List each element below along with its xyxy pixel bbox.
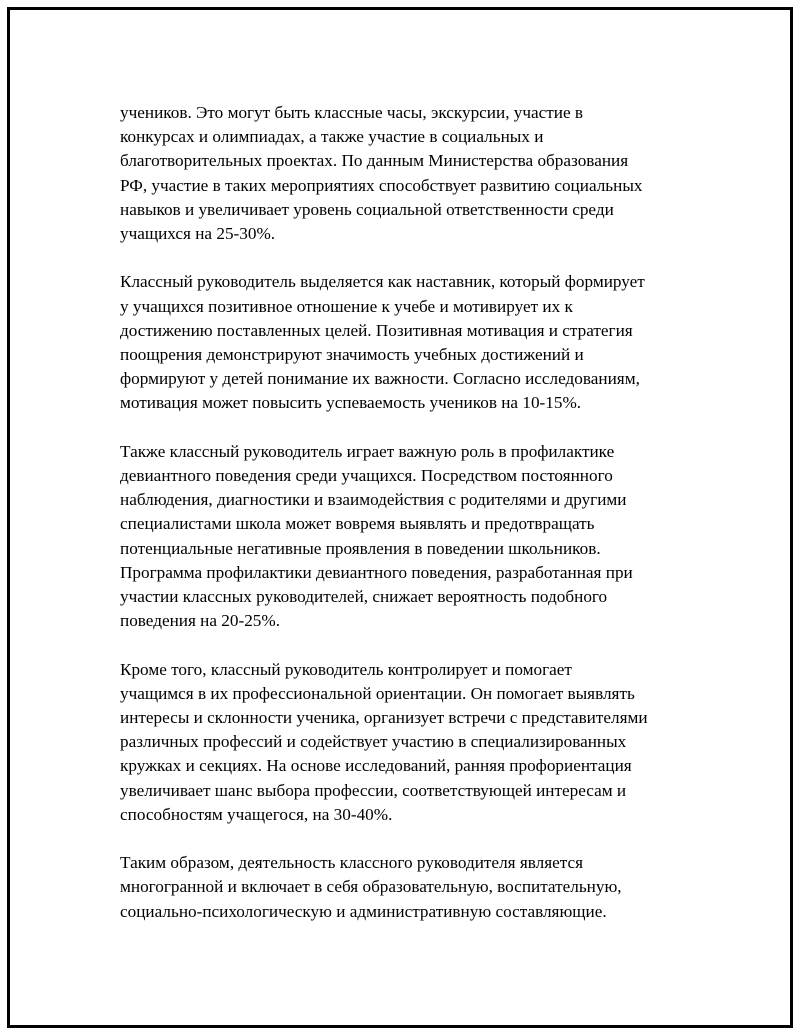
- text-line: достижению поставленных целей. Позитивная мотивация и стратегия: [120, 320, 633, 340]
- text-line: формируют у детей понимание их важности. Согласно исследованиям,: [120, 369, 640, 389]
- text-line: Также классный руководитель играет важную роль в профилактике: [120, 441, 615, 461]
- text-line: учеников. Это могут быть классные часы, экскурсии, участие в: [120, 103, 584, 122]
- paragraph-4: [120, 658, 710, 827]
- text-line: поведения на 20-25%.: [120, 611, 281, 631]
- text-line: навыков и увеличивает уровень социальной ответственности среди: [120, 199, 614, 219]
- text-line: способностям учащегося, на 30-40%.: [120, 804, 393, 824]
- text-line: поощрения демонстрируют значимость учебных достижений и: [120, 345, 584, 365]
- text-line: мотивация может повысить успеваемость учеников на 10-15%.: [120, 393, 582, 413]
- text-line: потенциальные негативные проявления в поведении школьников.: [120, 538, 601, 558]
- text-line: девиантного поведения среди учащихся. Посредством постоянного: [120, 466, 613, 486]
- paragraph-3: [120, 440, 710, 634]
- text-line: социально-психологическую и административную составляющие.: [120, 901, 607, 921]
- text-line: участии классных руководителей, снижает вероятность подобного: [120, 587, 608, 607]
- page-body: [120, 101, 710, 948]
- text-line: Кроме того, классный руководитель контролирует и помогает: [120, 659, 572, 679]
- text-line: учащимся в их профессиональной ориентации. Он помогает выявлять: [120, 683, 635, 703]
- text-line: Таким образом, деятельность классного руководителя является: [120, 853, 584, 873]
- text-line: у учащихся позитивное отношение к учебе и мотивирует их к: [120, 296, 573, 316]
- text-line: кружках и секциях. На основе исследований, ранняя профориентация: [120, 756, 632, 776]
- text-line: различных профессий и содействует участию в специализированных: [120, 732, 627, 752]
- text-line: РФ, участие в таких мероприятиях способствует развитию социальных: [120, 175, 643, 195]
- text-line: наблюдения, диагностики и взаимодействия с родителями и другими: [120, 490, 627, 510]
- text-line: увеличивает шанс выбора профессии, соответствующей интересам и: [120, 780, 627, 800]
- text-line: конкурсах и олимпиадах, а также участие в социальных и: [120, 127, 544, 147]
- text-line: учащихся на 25-30%.: [120, 224, 276, 244]
- page-frame: [7, 7, 793, 1028]
- text-line: Программа профилактики девиантного поведения, разработанная при: [120, 562, 633, 582]
- text-line: благотворительных проектах. По данным Министерства образования: [120, 151, 629, 171]
- paragraph-1: [120, 101, 710, 246]
- text-line: интересы и склонности ученика, организует встречи с представителями: [120, 708, 648, 728]
- text-line: специалистами школа может вовремя выявлять и предотвращать: [120, 514, 595, 534]
- paragraph-2: [120, 270, 710, 415]
- text-line: Классный руководитель выделяется как наставник, который формирует: [120, 272, 645, 292]
- paragraph-5: [120, 851, 710, 924]
- text-line: многогранной и включает в себя образовательную, воспитательную,: [120, 877, 622, 897]
